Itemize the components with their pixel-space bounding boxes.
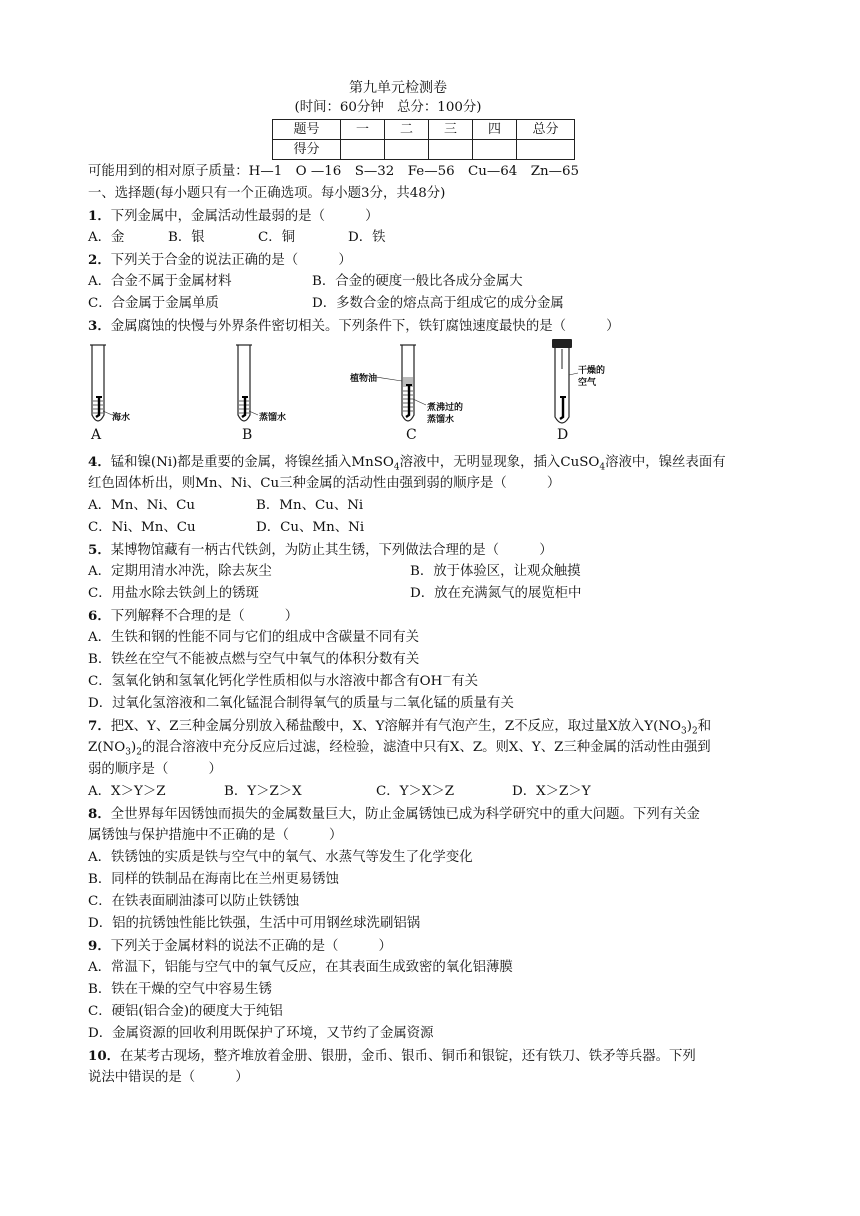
exam-subtitle: (时间：60分钟 总分：100分) <box>294 100 482 115</box>
option-c[interactable]: C．在铁表面刷油漆可以防止铁锈蚀 <box>88 894 300 909</box>
option-c[interactable]: C．铜 <box>258 230 296 245</box>
label-dry: 干燥的 <box>578 366 606 376</box>
option-a[interactable]: A．Mn、Ni、Cu <box>88 498 196 513</box>
question-2 <box>88 249 788 271</box>
question-stem: 下列关于金属材料的说法不正确的是（ ） <box>110 939 392 954</box>
label-vegetable-oil: 植物油 <box>350 374 378 384</box>
question-stem: 下列解释不合理的是（ ） <box>110 609 299 624</box>
option-c-tail: 有关 <box>451 674 479 689</box>
section-heading: 一、选择题(每小题只有一个正确选项。每小题3分，共48分) <box>88 186 446 201</box>
question-number: 5． <box>88 542 111 558</box>
label-distilled-water: 蒸馏水 <box>259 413 287 423</box>
option-a[interactable]: A．X＞Y＞Z <box>88 784 166 799</box>
question-text: 和 <box>697 719 712 734</box>
subscript: 4 <box>393 462 400 473</box>
question-text: 在某考古现场，整齐堆放着金册、银册，金币、银币、铜币和银锭，还有铁刀、铁矛等兵器。下列 <box>120 1049 696 1064</box>
question-8 <box>88 803 788 825</box>
label-boiled: 煮沸过的 <box>427 403 464 413</box>
subscript: 2 <box>136 747 142 758</box>
question-10 <box>88 1045 788 1067</box>
subscript: 3 <box>681 726 687 737</box>
question-2-options-row1 <box>88 271 788 293</box>
question-1 <box>88 205 788 227</box>
score-input-cell[interactable] <box>429 140 473 160</box>
option-c[interactable]: C．用盐水除去铁剑上的锈斑 <box>88 586 259 601</box>
question-number: 10． <box>88 1048 121 1064</box>
option-d[interactable]: D．金属资源的回收利用既保护了环境，又节约了金属资源 <box>88 1026 434 1041</box>
test-tube-figures <box>88 339 788 451</box>
tube-d <box>552 339 578 423</box>
option-d[interactable]: D．放在充满氮气的展览柜中 <box>410 586 582 601</box>
option-d[interactable]: D．铁 <box>348 230 386 245</box>
score-input-cell[interactable] <box>385 140 429 160</box>
score-table <box>272 119 575 160</box>
question-4-options-row2 <box>88 517 788 539</box>
question-7-options <box>88 781 788 803</box>
question-text: 的混合溶液中充分反应后过滤，经检验，滤渣中只有X、Z。则X、Y、Z三种金属的活动性由强到 <box>141 740 711 755</box>
atomic-masses: 可能用到的相对原子质量：H—1 O —16 S—32 Fe—56 Cu—64 Zn—65 <box>88 164 580 179</box>
option-c[interactable] <box>88 671 788 693</box>
question-text: Z(NO <box>88 740 126 755</box>
question-stem: 某博物馆藏有一柄古代铁剑，为防止其生锈，下列做法合理的是（ ） <box>110 543 553 558</box>
question-3 <box>88 315 788 337</box>
question-number: 9． <box>88 938 111 954</box>
figure-letter-c[interactable]: C <box>406 427 417 443</box>
figure-letter-b[interactable]: B <box>242 427 253 443</box>
question-number: 7． <box>88 718 111 734</box>
subscript: 2 <box>692 726 698 737</box>
question-1-options <box>88 227 788 249</box>
option-d[interactable]: D．过氧化氢溶液和二氧化锰混合制得氧气的质量与二氧化锰的质量有关 <box>88 696 514 711</box>
subscript: 3 <box>125 747 131 758</box>
score-input-cell[interactable] <box>341 140 385 160</box>
option-d[interactable]: D．X＞Z＞Y <box>512 784 591 799</box>
question-5-options-row1 <box>88 561 788 583</box>
question-6 <box>88 605 788 627</box>
question-text: 溶液中，镍丝表面有 <box>605 455 726 470</box>
option-b[interactable]: B．合金的硬度一般比各成分金属大 <box>312 274 523 289</box>
score-value-row <box>273 140 575 160</box>
option-b[interactable]: B．银 <box>168 230 205 245</box>
question-number: 4． <box>88 454 111 470</box>
question-text: 把X、Y、Z三种金属分别放入稀盐酸中，X、Y溶解并有气泡产生，Z不反应，取过量X放入Y(NO <box>110 719 682 734</box>
option-a[interactable]: A．常温下，铝能与空气中的氧气反应，在其表面生成致密的氧化铝薄膜 <box>88 960 513 975</box>
tube-c <box>376 345 426 421</box>
option-a[interactable]: A．生铁和钢的性能不同与它们的组成中含碳量不同有关 <box>88 630 420 645</box>
option-c[interactable]: C．Y＞X＞Z <box>376 784 455 799</box>
question-5-options-row2 <box>88 583 788 605</box>
question-4-options-row1 <box>88 495 788 517</box>
option-a[interactable]: A．铁锈蚀的实质是铁与空气中的氧气、水蒸气等发生了化学变化 <box>88 850 473 865</box>
option-c[interactable]: C．硬铝(铝合金)的硬度大于纯铝 <box>88 1004 283 1019</box>
question-7: 7．把X、Y、Z三种金属分别放入稀盐酸中，X、Y溶解并有气泡产生，Z不反应，取过量X放入$Y(NO_3)_2$和 <box>88 718 712 737</box>
exam-page <box>88 78 788 1089</box>
question-10-cont: 说法中错误的是（ ） <box>88 1070 249 1085</box>
question-text: 全世界每年因锈蚀而损失的金属数量巨大，防止金属锈蚀已成为科学研究中的重大问题。下列有关金 <box>110 807 700 822</box>
option-b[interactable]: B．Mn、Cu、Ni <box>256 498 364 513</box>
label-boiled-distilled-water: 蒸馏水 <box>427 415 455 425</box>
option-b[interactable]: B．铁在干燥的空气中容易生锈 <box>88 982 272 997</box>
question-stem: 下列关于合金的说法正确的是（ ） <box>110 253 352 268</box>
score-cell: 得分 <box>273 140 341 160</box>
score-cell: 三 <box>429 120 473 140</box>
question-9 <box>88 935 788 957</box>
question-text: 锰和镍(Ni)都是重要的金属，将镍丝插入MnSO <box>110 455 394 470</box>
question-8-cont: 属锈蚀与保护措施中不正确的是（ ） <box>88 828 343 843</box>
figure-letter-d[interactable]: D <box>557 427 569 443</box>
question-7-cont: $Z(NO_3)_2$的混合溶液中充分反应后过滤，经检验，滤渣中只有X、Z。则X、Y、Z三种金属的活动性由强到 <box>88 740 711 758</box>
question-number: 1． <box>88 208 111 224</box>
option-d[interactable]: D．Cu、Mn、Ni <box>256 520 365 535</box>
figure-letter-a[interactable]: A <box>91 427 102 443</box>
tube-a <box>90 345 112 421</box>
score-cell: 题号 <box>273 120 341 140</box>
test-tube-diagram <box>88 339 788 451</box>
question-7-cont2: 弱的顺序是（ ） <box>88 762 222 777</box>
question-2-options-row2 <box>88 293 788 315</box>
option-b[interactable]: B．同样的铁制品在海南比在兰州更易锈蚀 <box>88 872 339 887</box>
question-number: 8． <box>88 806 111 822</box>
option-d[interactable]: D．多数合金的熔点高于组成它的成分金属 <box>312 296 564 311</box>
score-cell: 四 <box>473 120 517 140</box>
score-cell: 一 <box>341 120 385 140</box>
tube-b <box>236 345 258 421</box>
question-number: 3． <box>88 318 111 334</box>
question-stem: 下列金属中，金属活动性最弱的是（ ） <box>110 209 379 224</box>
label-air: 空气 <box>578 378 597 388</box>
score-cell: 总分 <box>517 120 575 140</box>
option-a[interactable]: A．金 <box>88 230 125 245</box>
score-header-row <box>273 120 575 140</box>
question-text: 溶液中，无明显现象，插入CuSO <box>399 455 600 470</box>
question-4-cont: 红色固体析出，则Mn、Ni、Cu三种金属的活动性由强到弱的顺序是（ ） <box>88 476 561 491</box>
score-input-cell[interactable] <box>473 140 517 160</box>
question-number: 6． <box>88 608 111 624</box>
label-seawater: 海水 <box>112 413 131 423</box>
option-a[interactable]: A．定期用清水冲洗，除去灰尘 <box>88 564 272 579</box>
option-c[interactable]: C．合金属于金属单质 <box>88 296 219 311</box>
question-number: 2． <box>88 252 111 268</box>
exam-title: 第九单元检测卷 <box>349 80 447 96</box>
option-c[interactable]: C．Ni、Mn、Cu <box>88 520 196 535</box>
option-a[interactable]: A．合金不属于金属材料 <box>88 274 232 289</box>
option-b[interactable]: B．Y＞Z＞X <box>224 784 302 799</box>
question-4 <box>88 451 788 473</box>
option-c-text: C．氢氧化钠和氢氧化钙化学性质相似与水溶液中都含有OH <box>88 674 443 689</box>
superscript: － <box>442 672 452 683</box>
question-stem: 金属腐蚀的快慢与外界条件密切相关。下列条件下，铁钉腐蚀速度最快的是（ ） <box>110 319 620 334</box>
option-d[interactable]: D．铝的抗锈蚀性能比铁强，生活中可用钢丝球洗刷铝锅 <box>88 916 421 931</box>
question-5 <box>88 539 788 561</box>
subscript: 4 <box>599 462 606 473</box>
option-b[interactable]: B．铁丝在空气不能被点燃与空气中氧气的体积分数有关 <box>88 652 420 667</box>
score-cell: 二 <box>385 120 429 140</box>
score-input-cell[interactable] <box>517 140 575 160</box>
option-b[interactable]: B．放于体验区，让观众触摸 <box>410 564 581 579</box>
